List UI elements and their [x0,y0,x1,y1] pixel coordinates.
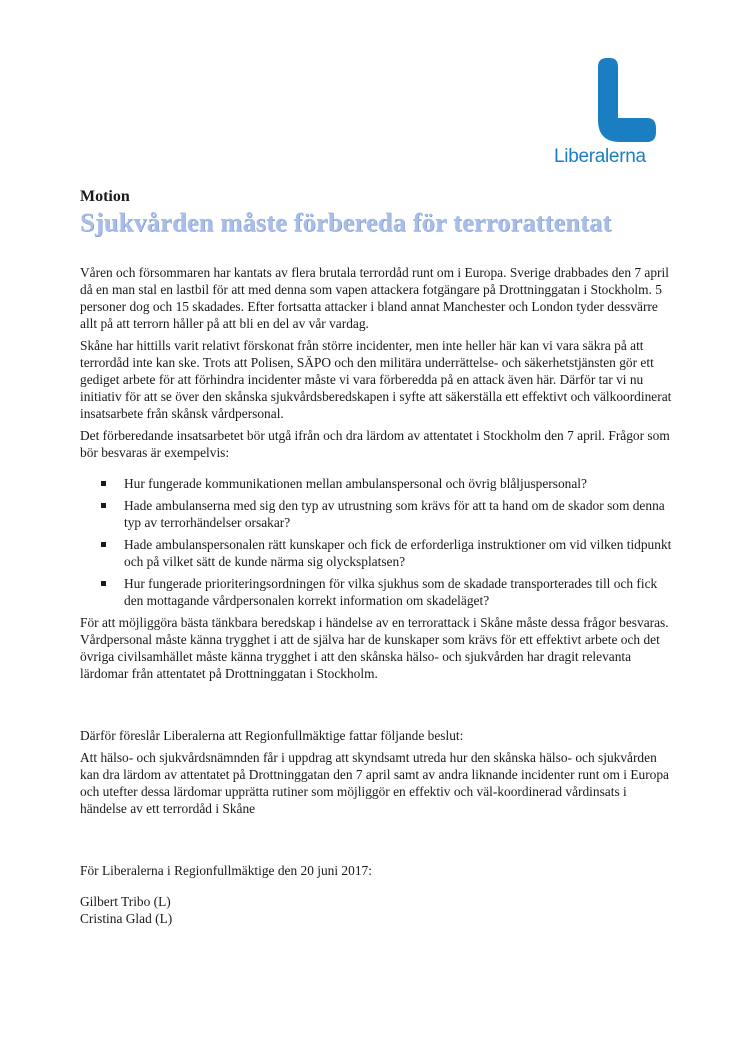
proposal-intro: Därför föreslår Liberalerna att Regionfullmäktige fattar följande beslut: [80,728,464,743]
bullet-icon [101,503,106,508]
list-item: Hade ambulanspersonalen rätt kunskaper och fick de erforderliga instruktioner om vid vilken tidpunkt och på vilket sätt de kunde närma sig olycksplatsen? [80,536,672,570]
signoff: För Liberalerna i Regionfullmäktige den 20 juni 2017: [80,863,372,878]
liberalerna-l-icon [598,58,660,144]
list-item: Hur fungerade prioriteringsordningen för vilka sjukhus som de skadade transporterades till och fick den mottagande vårdpersonalen korrekt information om skadeläget? [80,575,672,609]
document-type-label: Motion [80,188,130,205]
paragraph-questions-intro: Det förberedande insatsarbetet bör utgå ifrån och dra lärdom av attentatet i Stockholm den 7 april. Frågor som bör besvaras är exempelvis: [80,428,670,460]
paragraph-skane: Skåne har hittills varit relativt förskonat från större incidenter, men inte heller här kan vi vara säkra på att terrordåd inte kan ske. Trots att Polisen, SÄPO och den militära underrättelse- och säkerhetstjänsten gör ett gediget arbete för att förhindra incidenter måste vi vara förberedda på en attack även här. Därför tar vi nu initiativ för att se över den skånska sjukvårdsberedskapen i syfte att säkerställa ett effektivt och välkoordinerat insatsarbete från skånsk vårdpersonal. [80,338,672,421]
list-item: Hade ambulanserna med sig den typ av utrustning som krävs för att ta hand om de skador som denna typ av terrorhändelser orsakar? [80,497,672,531]
list-item: Hur fungerade kommunikationen mellan ambulanspersonal och övrig blåljuspersonal? [80,475,672,492]
paragraph-intro: Våren och försommaren har kantats av flera brutala terrordåd runt om i Europa. Sverige drabbades den 7 april då en man stal en lastbil för att med denna som vapen attackera fotgängare på Drottninggatan i Stockholm. 5 personer dog och 15 skadades. Efter fortsatta attacker i bland annat Manchester och London tyder dessvärre allt på att terrorn håller på att bli en del av vår vardag. [80,265,669,331]
bullet-icon [101,581,106,586]
liberalerna-logo [554,58,664,170]
bullet-icon [101,542,106,547]
signatory: Gilbert Tribo (L) [80,894,171,909]
signatory: Cristina Glad (L) [80,911,173,926]
page-title: Sjukvården måste förbereda för terrorattentat [80,207,612,237]
bullet-icon [101,481,106,486]
question-list [80,475,672,609]
paragraph-closing: För att möjliggöra bästa tänkbara beredskap i händelse av en terrorattack i Skåne måste dessa frågor besvaras. Vårdpersonal måste känna trygghet i att de själva har de kunskaper som krävs för ett effektivt arbete och det övriga civilsamhället måste känna trygghet i att den skånska hälso- och sjukvården har dragit relevanta lärdomar från attentatet på Drottninggatan i Stockholm. [80,615,669,681]
document-body [80,264,672,927]
logo-wordmark: Liberalerna [554,146,646,167]
proposal-text: Att hälso- och sjukvårdsnämnden får i uppdrag att skyndsamt utreda hur den skånska hälso- och sjukvården kan dra lärdom av attentatet på Drottninggatan den 7 april samt av andra liknande incidenter runt om i Europa och utefter dessa lärdomar upprätta rutiner som möjliggör en effektiv och väl-koordinerad vårdinsats i händelse av ett terrordåd i Skåne [80,750,669,816]
